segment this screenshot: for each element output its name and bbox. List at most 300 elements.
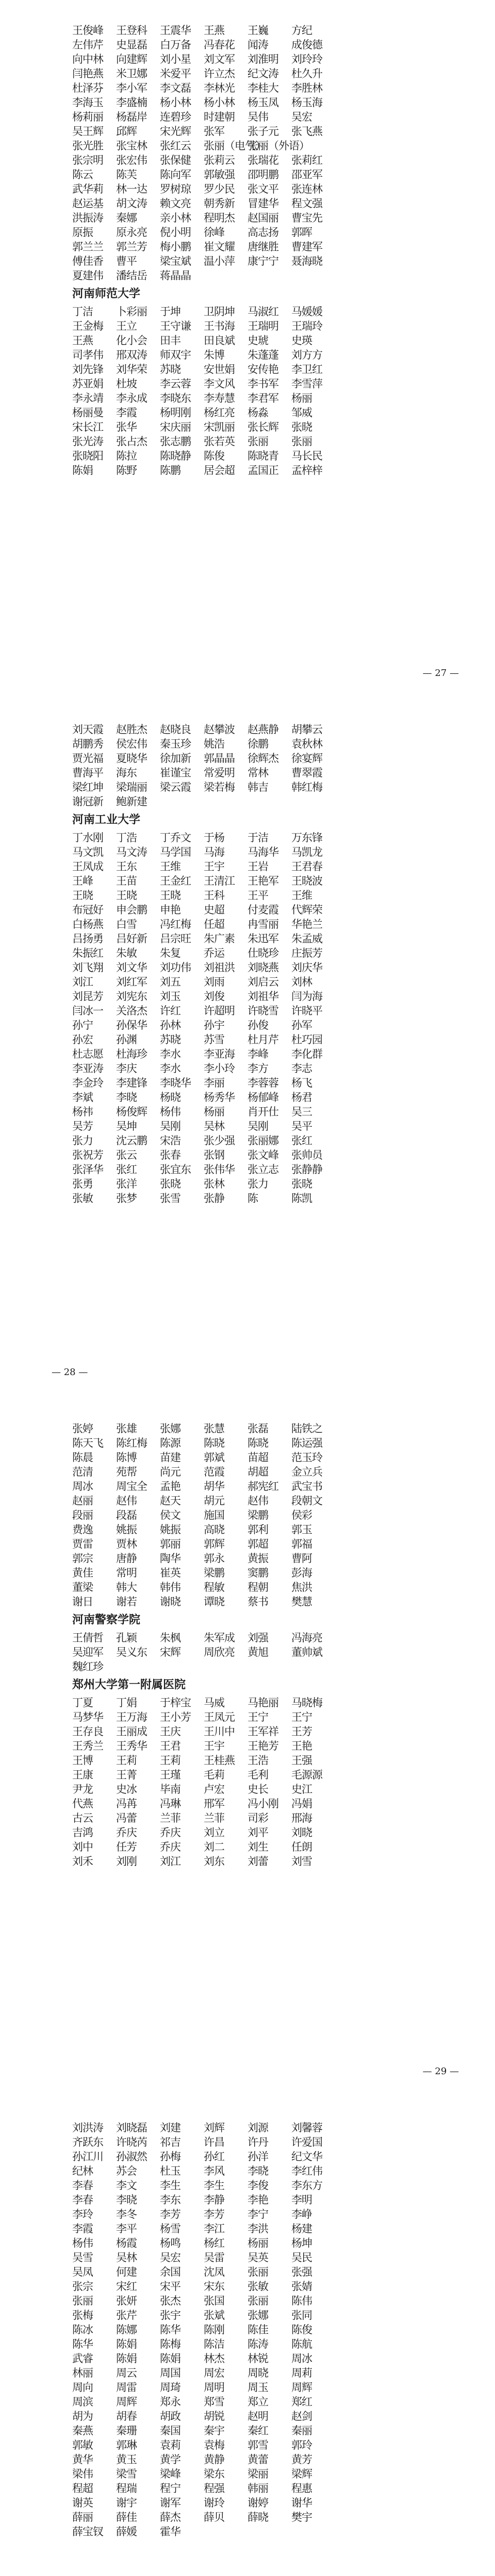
person-name: 肖开仕 bbox=[248, 1106, 278, 1118]
person-name: 李峥 bbox=[291, 2208, 312, 2221]
person-name: 时建朝 bbox=[204, 111, 235, 123]
person-name: 李水 bbox=[160, 1048, 180, 1060]
name-row bbox=[72, 1004, 423, 1018]
name-row bbox=[72, 304, 423, 319]
name-row bbox=[72, 1595, 423, 1609]
person-name: 陈娟 bbox=[116, 2352, 137, 2365]
person-name: 杜巧园 bbox=[291, 1033, 322, 1046]
person-name: 史超 bbox=[204, 904, 224, 916]
person-name: 夏建伟 bbox=[72, 269, 103, 282]
person-name: 连碧珍 bbox=[160, 111, 191, 123]
person-name: 王凤元 bbox=[204, 1711, 235, 1723]
person-name: 张晓 bbox=[160, 1178, 180, 1190]
person-name: 郭敏 bbox=[72, 2439, 93, 2451]
person-name: 史长 bbox=[248, 1783, 268, 1795]
person-name: 张雪 bbox=[160, 1192, 180, 1205]
person-name: 安传艳 bbox=[248, 363, 278, 376]
person-name: 黄蕾 bbox=[248, 2453, 268, 2466]
name-row bbox=[72, 960, 423, 975]
person-name: 张丽 bbox=[248, 2266, 268, 2278]
person-name: 孙宇 bbox=[204, 1019, 224, 1031]
person-name: 王秀兰 bbox=[72, 1740, 103, 1752]
person-name: 黄旭 bbox=[248, 1646, 268, 1658]
person-name: 杨丽 bbox=[248, 2237, 268, 2249]
person-name: 陶华 bbox=[160, 1552, 180, 1565]
person-name: 苗建 bbox=[160, 1451, 180, 1464]
name-row bbox=[72, 1840, 423, 1854]
person-name: 姚浩 bbox=[204, 738, 224, 750]
person-name: 周辉 bbox=[116, 2396, 137, 2408]
person-name: 段朝文 bbox=[291, 1495, 322, 1507]
person-name: 范玉玲 bbox=[291, 1451, 322, 1464]
person-name: 杨小林 bbox=[160, 96, 191, 109]
person-name: 张云 bbox=[116, 1149, 137, 1161]
person-name: 陈佳 bbox=[248, 2324, 268, 2336]
person-name: 程明杰 bbox=[204, 212, 235, 224]
person-name: 张慧 bbox=[204, 1422, 224, 1435]
person-name: 郭永 bbox=[204, 1552, 224, 1565]
person-name: 李海玉 bbox=[72, 96, 103, 109]
person-name: 张军 bbox=[204, 125, 224, 138]
person-name: 倪小明 bbox=[160, 226, 191, 239]
person-name: 周滨 bbox=[72, 2396, 93, 2408]
person-name: 黄学 bbox=[160, 2453, 180, 2466]
name-list bbox=[72, 23, 423, 283]
person-name: 陈梅 bbox=[160, 2338, 180, 2350]
person-name: 周玉 bbox=[248, 2381, 268, 2394]
person-name bbox=[248, 794, 291, 809]
person-name: 孟国正 bbox=[248, 464, 278, 477]
person-name: 张晓 bbox=[291, 421, 312, 433]
person-name: 李冬 bbox=[116, 2208, 137, 2221]
person-name: 孙江川 bbox=[72, 2150, 103, 2163]
name-row bbox=[72, 1811, 423, 1825]
person-name: 郭雪 bbox=[248, 2439, 268, 2451]
person-name: 高晓 bbox=[204, 1523, 224, 1536]
person-name: 宋长江 bbox=[72, 421, 103, 433]
person-name: 吴刚 bbox=[160, 1120, 180, 1132]
person-name: 刘玲玲 bbox=[291, 53, 322, 65]
person-name: 冯小刚 bbox=[248, 1798, 278, 1810]
person-name: 宋平 bbox=[160, 2280, 180, 2293]
section-title: 河南工业大学 bbox=[72, 814, 141, 826]
person-name: 李君军 bbox=[248, 392, 278, 404]
person-name: 霍华 bbox=[160, 2526, 180, 2538]
person-name: 陈天飞 bbox=[72, 1437, 103, 1449]
person-name: 常林 bbox=[248, 767, 268, 779]
person-name: 李化群 bbox=[291, 1048, 322, 1060]
person-name: 申会鹏 bbox=[116, 904, 147, 916]
name-row bbox=[72, 23, 423, 38]
person-name: 潘结岳 bbox=[116, 269, 147, 282]
person-name: 郑立 bbox=[248, 2396, 268, 2408]
person-name: 乔庆 bbox=[160, 1826, 180, 1839]
person-name: 李斌 bbox=[72, 1091, 93, 1104]
person-name: 金立兵 bbox=[291, 1466, 322, 1478]
person-name: 梁鹏 bbox=[204, 1567, 224, 1579]
person-name: 张宜东 bbox=[160, 1163, 191, 1176]
person-name: 刘源 bbox=[248, 2122, 268, 2134]
page-content bbox=[72, 2121, 423, 2539]
person-name: 李蓉蓉 bbox=[248, 1077, 278, 1089]
person-name: 刘晓燕 bbox=[248, 961, 278, 974]
person-name: 闻涛 bbox=[248, 39, 268, 51]
person-name: 张丽（外语） bbox=[248, 140, 309, 152]
person-name: 张妍 bbox=[116, 2295, 137, 2307]
person-name: 苏晓 bbox=[160, 363, 180, 376]
name-row bbox=[72, 2366, 423, 2380]
person-name: 朱复 bbox=[160, 947, 180, 959]
person-name: 吕扬勇 bbox=[72, 933, 103, 945]
name-row bbox=[72, 2323, 423, 2337]
person-name: 张瑞花 bbox=[248, 154, 278, 166]
person-name: 杨伟 bbox=[72, 2237, 93, 2249]
person-name: 孙军 bbox=[291, 1019, 312, 1031]
person-name: 孙宁 bbox=[72, 1019, 93, 1031]
name-row bbox=[72, 110, 423, 124]
person-name: 张敏 bbox=[72, 1192, 93, 1205]
person-name: 丁洁 bbox=[72, 306, 93, 318]
person-name: 杨丽 bbox=[291, 392, 312, 404]
name-row bbox=[72, 95, 423, 110]
name-row bbox=[72, 1551, 423, 1566]
person-name: 吴迎军 bbox=[72, 1646, 103, 1658]
person-name: 冯海亮 bbox=[291, 1632, 322, 1644]
person-name: 谢日 bbox=[72, 1596, 93, 1608]
person-name: 刘平 bbox=[248, 1826, 268, 1839]
name-row bbox=[72, 1659, 423, 1674]
person-name: 杨秀华 bbox=[204, 1091, 235, 1104]
person-name: 李东方 bbox=[291, 2179, 322, 2192]
person-name: 闫艳燕 bbox=[72, 67, 103, 80]
person-name: 郭琳 bbox=[116, 2439, 137, 2451]
person-name: 秦燕 bbox=[72, 2425, 93, 2437]
name-row bbox=[72, 2524, 423, 2539]
name-row bbox=[72, 2452, 423, 2467]
person-name: 吴林 bbox=[204, 1120, 224, 1132]
person-name: 梁辉 bbox=[291, 2468, 312, 2480]
person-name: 赵胜杰 bbox=[116, 723, 147, 736]
name-row bbox=[72, 225, 423, 240]
person-name: 于杨 bbox=[204, 832, 224, 844]
person-name: 韩吉 bbox=[248, 781, 268, 793]
person-name: 丁乔文 bbox=[160, 832, 191, 844]
name-row bbox=[72, 1739, 423, 1753]
person-name: 成俊德 bbox=[291, 39, 322, 51]
person-name: 李小军 bbox=[116, 82, 147, 94]
person-name: 兰菲 bbox=[204, 1812, 224, 1824]
person-name: 左伟芹 bbox=[72, 39, 103, 51]
person-name: 马凯龙 bbox=[291, 846, 322, 858]
person-name: 张强 bbox=[291, 2266, 312, 2278]
person-name: 许晓雪 bbox=[248, 1005, 278, 1017]
person-name: 王宁 bbox=[248, 1711, 268, 1723]
person-name: 王登科 bbox=[116, 24, 147, 37]
person-name: 张帅员 bbox=[291, 1149, 322, 1161]
person-name: 陈伟 bbox=[291, 2295, 312, 2307]
person-name: 宋光辉 bbox=[160, 125, 191, 138]
person-name: 郭超 bbox=[248, 1538, 268, 1550]
person-name: 刘强 bbox=[248, 1632, 268, 1644]
person-name: 李江 bbox=[204, 2223, 224, 2235]
person-name: 胡春 bbox=[116, 2410, 137, 2422]
person-name: 张光涛 bbox=[72, 435, 103, 448]
person-name: 陈凯 bbox=[291, 1192, 312, 1205]
person-name: 杨建 bbox=[291, 2223, 312, 2235]
person-name: 杨伟 bbox=[160, 1106, 180, 1118]
person-name: 杜泽芬 bbox=[72, 82, 103, 94]
person-name bbox=[291, 268, 335, 283]
name-row bbox=[72, 319, 423, 333]
person-name: 吴林 bbox=[116, 2251, 137, 2264]
person-name: 张静静 bbox=[291, 1163, 322, 1176]
name-row bbox=[72, 66, 423, 81]
name-row bbox=[72, 434, 423, 449]
person-name: 纪文华 bbox=[291, 2150, 322, 2163]
person-name: 林杰 bbox=[204, 2352, 224, 2365]
person-name: 谢若 bbox=[116, 1596, 137, 1608]
person-name: 田良斌 bbox=[204, 334, 235, 347]
person-name: 史冰 bbox=[116, 1783, 137, 1795]
person-name: 侯文 bbox=[160, 1509, 180, 1521]
person-name: 刘禾 bbox=[72, 1855, 93, 1868]
name-row bbox=[72, 1032, 423, 1047]
person-name bbox=[248, 1659, 291, 1674]
person-name: 胡为 bbox=[72, 2410, 93, 2422]
person-name: 杨祎 bbox=[72, 1106, 93, 1118]
person-name: 陈拉 bbox=[116, 450, 137, 462]
person-name: 张丽 bbox=[72, 2295, 93, 2307]
name-row bbox=[72, 1479, 423, 1494]
person-name: 马艳丽 bbox=[248, 1697, 278, 1709]
person-name: 宋东 bbox=[204, 2280, 224, 2293]
name-row bbox=[72, 989, 423, 1004]
name-row bbox=[72, 38, 423, 52]
name-row bbox=[72, 2409, 423, 2424]
person-name: 许超明 bbox=[204, 1005, 235, 1017]
person-name: 张子元 bbox=[248, 125, 278, 138]
name-row bbox=[72, 722, 423, 737]
person-name: 丁浩 bbox=[116, 832, 137, 844]
person-name: 王庆 bbox=[160, 1725, 180, 1738]
person-name: 陈博 bbox=[116, 1451, 137, 1464]
person-name: 曹宝先 bbox=[291, 212, 322, 224]
person-name: 刘建 bbox=[160, 2122, 180, 2134]
person-name: 宋红 bbox=[116, 2280, 137, 2293]
person-name: 范清 bbox=[72, 1466, 93, 1478]
person-name: 曹阿 bbox=[291, 1552, 312, 1565]
person-name: 张泽华 bbox=[72, 1163, 103, 1176]
person-name: 薛佳 bbox=[116, 2511, 137, 2523]
person-name: 刘宪东 bbox=[116, 990, 147, 1003]
person-name: 师双宇 bbox=[160, 349, 191, 361]
person-name: 申艳 bbox=[160, 904, 180, 916]
person-name: 王万海 bbox=[116, 1711, 147, 1723]
person-name: 郭玲 bbox=[291, 2439, 312, 2451]
person-name: 孙渊 bbox=[116, 1033, 137, 1046]
person-name: 邵明鹏 bbox=[248, 168, 278, 181]
person-name: 王苗 bbox=[116, 875, 137, 887]
name-row bbox=[72, 1710, 423, 1724]
person-name: 张钢 bbox=[204, 1149, 224, 1161]
name-row bbox=[72, 391, 423, 405]
name-row bbox=[72, 1580, 423, 1595]
person-name: 丁娟 bbox=[116, 1697, 137, 1709]
person-name: 郑雪 bbox=[204, 2396, 224, 2408]
person-name: 王君 bbox=[160, 1740, 180, 1752]
person-name: 程敏 bbox=[204, 1581, 224, 1594]
person-name: 杨莉丽 bbox=[72, 111, 103, 123]
person-name: 崔谨宝 bbox=[160, 767, 191, 779]
name-row bbox=[72, 1061, 423, 1076]
person-name: 王宇 bbox=[204, 860, 224, 873]
name-row bbox=[72, 2510, 423, 2524]
person-name: 刘祖华 bbox=[248, 990, 278, 1003]
person-name: 于洁 bbox=[248, 832, 268, 844]
person-name: 施国 bbox=[204, 1509, 224, 1521]
person-name: 丁夏 bbox=[72, 1697, 93, 1709]
person-name: 李霞 bbox=[116, 406, 137, 419]
person-name: 刘林 bbox=[291, 976, 312, 988]
person-name: 张晓阳 bbox=[72, 450, 103, 462]
person-name: 段丽 bbox=[72, 1509, 93, 1521]
person-name: 刘小星 bbox=[160, 53, 191, 65]
person-name: 张春 bbox=[160, 1149, 180, 1161]
person-name: 仕晓珍 bbox=[248, 947, 278, 959]
person-name: 陈源 bbox=[160, 1437, 180, 1449]
person-name: 马长民 bbox=[291, 450, 322, 462]
person-name: 李宁 bbox=[248, 2208, 268, 2221]
person-name: 王军祥 bbox=[248, 1725, 278, 1738]
person-name: 郭敏强 bbox=[204, 168, 235, 181]
person-name: 姚振 bbox=[116, 1523, 137, 1536]
person-name: 李静 bbox=[204, 2194, 224, 2206]
person-name: 陈冰 bbox=[72, 2324, 93, 2336]
person-name: 王莉 bbox=[116, 1754, 137, 1767]
person-name: 宋凯丽 bbox=[204, 421, 235, 433]
person-name: 马文涛 bbox=[116, 846, 147, 858]
person-name: 白万备 bbox=[160, 39, 191, 51]
person-name: 李艳 bbox=[248, 2194, 268, 2206]
person-name: 李晓 bbox=[116, 2194, 137, 2206]
person-name: 张光胜 bbox=[72, 140, 103, 152]
person-name: 刘生 bbox=[248, 1841, 268, 1853]
page-content bbox=[72, 1421, 423, 1869]
person-name: 窦鹏 bbox=[248, 1567, 268, 1579]
person-name: 田丰 bbox=[160, 334, 180, 347]
person-name: 孙俊 bbox=[248, 1019, 268, 1031]
person-name: 刘蕾 bbox=[248, 1855, 268, 1868]
name-row bbox=[72, 2178, 423, 2193]
person-name: 李永靖 bbox=[72, 392, 103, 404]
page-number: — 29 — bbox=[422, 2066, 459, 2077]
person-name: 冯苒 bbox=[116, 1798, 137, 1810]
person-name: 毛源源 bbox=[291, 1769, 322, 1781]
person-name: 王浩 bbox=[248, 1754, 268, 1767]
person-name: 袁梅 bbox=[204, 2439, 224, 2451]
person-name: 朱迅军 bbox=[248, 933, 278, 945]
person-name: 陈娜 bbox=[116, 2324, 137, 2336]
section-title: 河南师范大学 bbox=[72, 287, 141, 300]
person-name: 周辉 bbox=[291, 2381, 312, 2394]
person-name: 陈华 bbox=[160, 2324, 180, 2336]
person-name: 刘红军 bbox=[116, 976, 147, 988]
person-name: 庄振芳 bbox=[291, 947, 322, 959]
person-name: 彭海 bbox=[291, 1567, 312, 1579]
person-name: 郭辉 bbox=[204, 1538, 224, 1550]
person-name: 谢宇 bbox=[116, 2497, 137, 2509]
person-name: 周欣亮 bbox=[204, 1646, 235, 1658]
name-row bbox=[72, 2438, 423, 2452]
person-name: 梅小鹏 bbox=[160, 241, 191, 253]
person-name: 李雪萍 bbox=[291, 378, 322, 390]
person-name: 李平 bbox=[116, 2223, 137, 2235]
person-name: 苏雪 bbox=[204, 1033, 224, 1046]
person-name: 唐静 bbox=[116, 1552, 137, 1565]
section-title: 河南警察学院 bbox=[72, 1614, 141, 1626]
person-name: 吴义东 bbox=[116, 1646, 147, 1658]
person-name: 张宏伟 bbox=[116, 154, 147, 166]
person-name: 王清江 bbox=[204, 875, 235, 887]
person-name: 乔运 bbox=[204, 947, 224, 959]
person-name: 卢宏 bbox=[204, 1783, 224, 1795]
person-name: 李金玲 bbox=[72, 1077, 103, 1089]
person-name: 程瑞 bbox=[116, 2482, 137, 2495]
person-name: 海东 bbox=[116, 767, 137, 779]
person-name: 张立志 bbox=[248, 1163, 278, 1176]
person-name: 李水 bbox=[160, 1062, 180, 1075]
person-name: 王菁 bbox=[116, 1769, 137, 1781]
name-row bbox=[72, 946, 423, 960]
person-name: 朱孟威 bbox=[291, 933, 322, 945]
name-row bbox=[72, 780, 423, 794]
person-name: 李风 bbox=[204, 2165, 224, 2177]
person-name: 贾雷 bbox=[72, 1538, 93, 1550]
person-name: 刘洪涛 bbox=[72, 2122, 103, 2134]
name-row bbox=[72, 1797, 423, 1811]
person-name: 周云 bbox=[116, 2367, 137, 2379]
person-name: 杜玉 bbox=[160, 2165, 180, 2177]
name-list bbox=[72, 1421, 423, 1609]
person-name: 张雄 bbox=[116, 1422, 137, 1435]
person-name: 许晓芮 bbox=[116, 2136, 147, 2148]
person-name: 孙红 bbox=[204, 2150, 224, 2163]
person-name: 梁云霞 bbox=[160, 781, 191, 793]
person-name: 周国 bbox=[160, 2367, 180, 2379]
person-name: 赵天 bbox=[160, 1495, 180, 1507]
person-name: 张梅 bbox=[72, 2309, 93, 2321]
person-name: 郭玉 bbox=[291, 1523, 312, 1536]
person-name: 周宝全 bbox=[116, 1480, 147, 1493]
person-name bbox=[291, 139, 335, 153]
person-name: 温小萍 bbox=[204, 255, 235, 267]
person-name: 周晓 bbox=[248, 2367, 268, 2379]
section-title: 郑州大学第一附属医院 bbox=[72, 1679, 186, 1691]
person-name: 史江 bbox=[291, 1783, 312, 1795]
person-name: 赵攀波 bbox=[204, 723, 235, 736]
person-name: 陈华 bbox=[72, 2338, 93, 2350]
person-name: 冯蕾 bbox=[116, 1812, 137, 1824]
person-name: 华艳兰 bbox=[291, 918, 322, 930]
person-name: 吴王辉 bbox=[72, 125, 103, 138]
person-name: 李生 bbox=[160, 2179, 180, 2192]
name-row bbox=[72, 2308, 423, 2323]
person-name: 史显磊 bbox=[116, 39, 147, 51]
person-name: 代燕 bbox=[72, 1798, 93, 1810]
person-name: 陈鹏 bbox=[160, 464, 180, 477]
person-name: 王丽成 bbox=[116, 1725, 147, 1738]
person-name: 张若英 bbox=[204, 435, 235, 448]
